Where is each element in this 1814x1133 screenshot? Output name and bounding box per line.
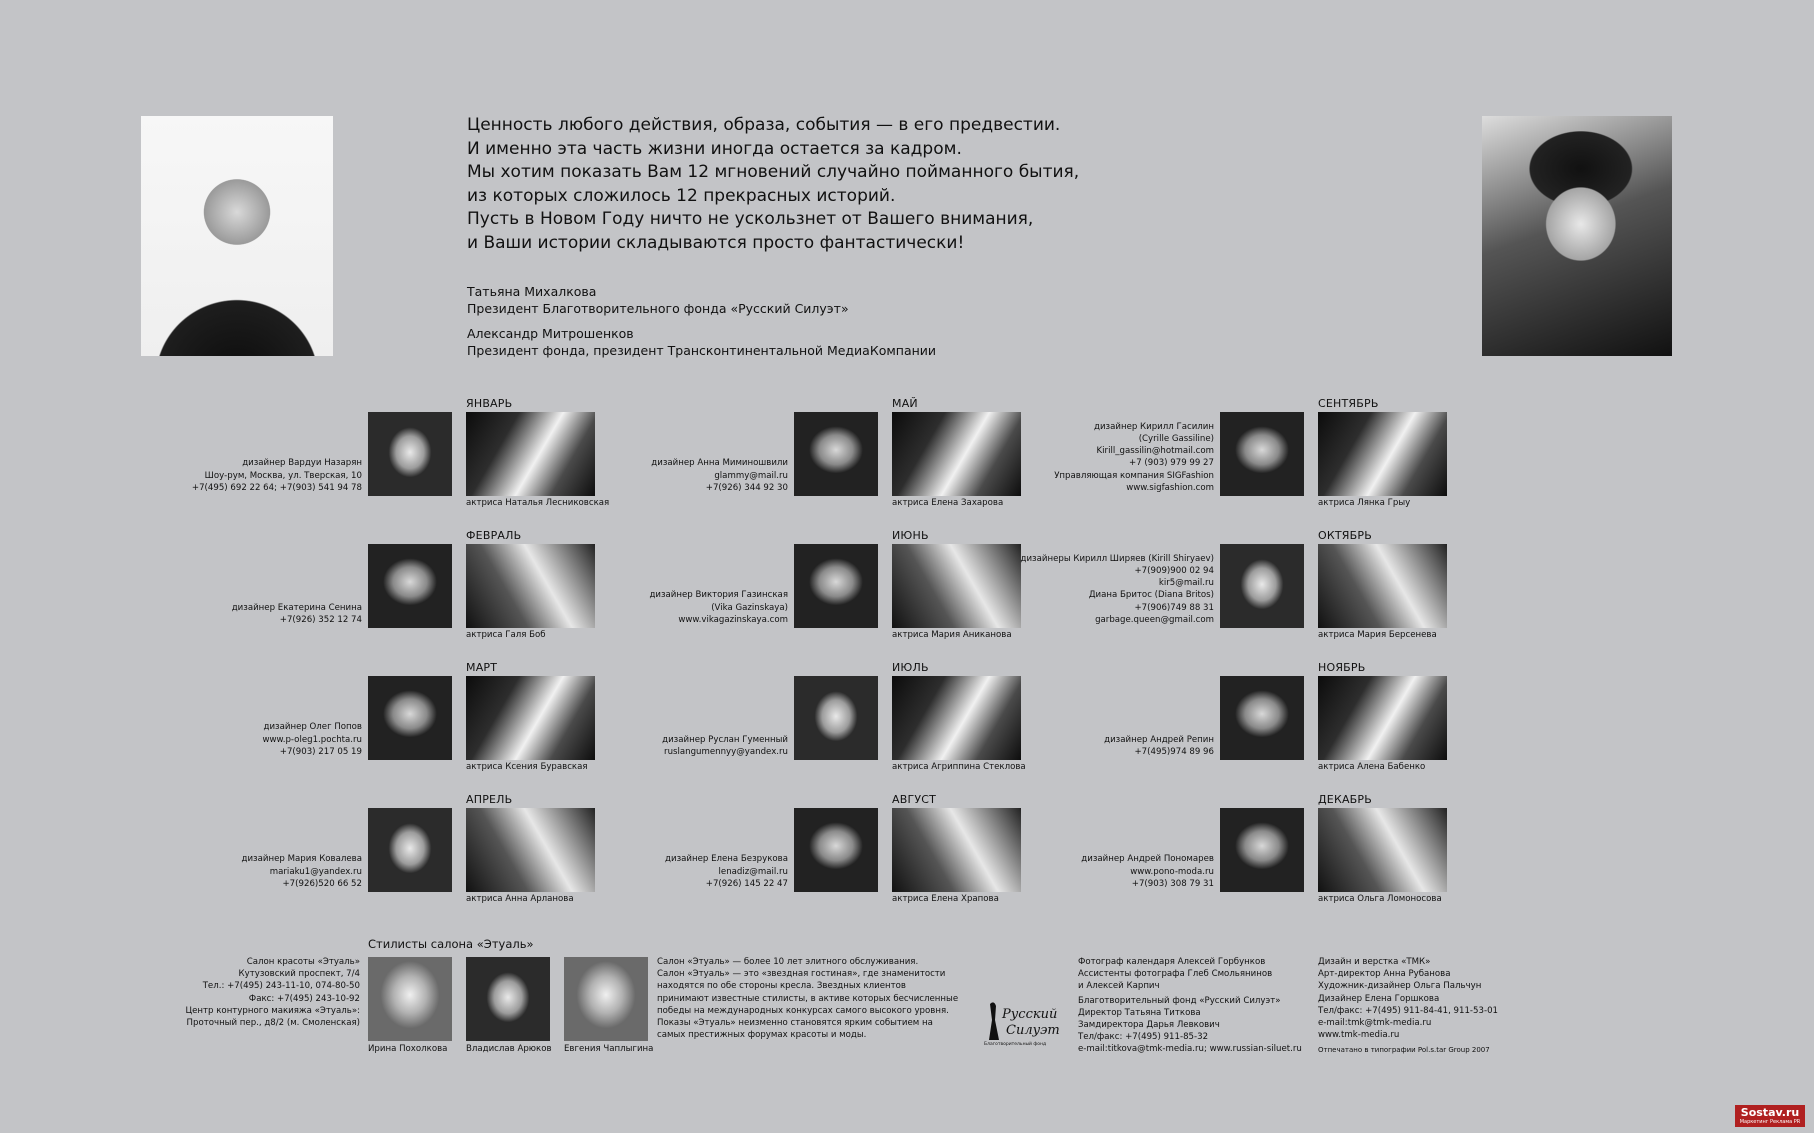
month-label: СЕНТЯБРЬ xyxy=(1318,397,1379,410)
intro-line: и Ваши истории складываются просто фантастически! xyxy=(467,232,965,253)
stylist-photo xyxy=(368,957,452,1041)
month-label: АПРЕЛЬ xyxy=(466,793,513,806)
designer-info-line: +7(926) 352 12 74 xyxy=(279,614,362,625)
designer-info-line: дизайнер Андрей Репин xyxy=(1104,734,1214,745)
intro-text xyxy=(467,114,1079,255)
actress-caption: актриса Елена Захарова xyxy=(892,498,1004,508)
designer-info xyxy=(1021,553,1214,626)
designer-photo xyxy=(794,544,878,628)
signature-title: Президент фонда, президент Трансконтинентальной МедиаКомпании xyxy=(467,343,937,358)
stylist-name: Ирина Похолкова xyxy=(368,1044,448,1054)
designer-info-line: kir5@mail.ru xyxy=(1158,578,1214,589)
month-studio-photo xyxy=(892,676,1021,760)
intro-line: Пусть в Новом Году ничто не ускользнет от Вашего внимания, xyxy=(467,209,1034,229)
month-studio-photo xyxy=(466,676,595,760)
designer-photo xyxy=(368,808,452,892)
month-studio-photo xyxy=(1318,676,1447,760)
month-studio-photo xyxy=(1318,412,1447,496)
designer-info xyxy=(649,589,788,626)
designer-info-line: дизайнер Елена Безрукова xyxy=(665,854,788,865)
designer-photo xyxy=(1220,676,1304,760)
designer-photo xyxy=(368,676,452,760)
russian-silhouette-logo xyxy=(982,998,1062,1048)
designer-info-line: дизайнер Виктория Газинская xyxy=(649,590,788,601)
stylist-photo xyxy=(466,957,550,1041)
svg-text:Силуэт: Силуэт xyxy=(1006,1023,1060,1038)
designer-info xyxy=(242,853,362,890)
month-label: МАРТ xyxy=(466,661,498,674)
designer-info-line: дизайнер Вардуи Назарян xyxy=(242,458,362,469)
month-studio-photo xyxy=(1318,544,1447,628)
designer-info-line: дизайнер Андрей Пономарев xyxy=(1081,854,1214,865)
actress-caption: актриса Мария Аниканова xyxy=(892,630,1012,640)
svg-text:Русский: Русский xyxy=(1002,1007,1058,1022)
designer-info-line: mariaku1@yandex.ru xyxy=(269,866,362,877)
designer-info-line: +7(909)900 02 94 xyxy=(1134,566,1214,576)
month-studio-photo xyxy=(892,412,1021,496)
month-label: ИЮЛЬ xyxy=(892,661,929,674)
month-label: ОКТЯБРЬ xyxy=(1318,529,1372,542)
actress-caption: актриса Лянка Грыу xyxy=(1318,498,1411,508)
designer-photo xyxy=(1220,544,1304,628)
designer-info xyxy=(662,734,788,758)
actress-caption: актриса Наталья Лесниковская xyxy=(466,498,610,508)
designer-photo xyxy=(368,544,452,628)
sostav-watermark: Sostav.ru Маркетинг Реклама PR xyxy=(1735,1105,1805,1127)
designer-info-line: +7(926) 344 92 30 xyxy=(705,482,788,493)
month-label: ФЕВРАЛЬ xyxy=(466,529,522,542)
designer-info-line: Kirill_gassilin@hotmail.com xyxy=(1096,446,1214,457)
month-label: ЯНВАРЬ xyxy=(466,397,513,410)
designer-info-line: дизайнеры Кирилл Ширяев (Kirill Shiryaev) xyxy=(1020,553,1214,564)
signature-2 xyxy=(467,325,936,359)
intro-line: Мы хотим показать Вам 12 мгновений случайно пойманного бытия, xyxy=(467,162,1080,182)
designer-info-line: дизайнер Кирилл Гасилин xyxy=(1094,421,1214,432)
designer-info xyxy=(1054,421,1214,494)
month-studio-photo xyxy=(1318,808,1447,892)
intro-line: Ценность любого действия, образа, события — в его предвестии. xyxy=(467,115,1061,135)
salon-info: Салон красоты «Этуаль» Кутузовский проспект, 7/4 Тел.: +7(495) 243-11-10, 074-80-50 Факс: +7(495) 243-10-92 Центр контурного макияжа «Этуаль»: Проточный пер., д8/2 (м. Смоленская) xyxy=(185,957,360,1029)
designer-info xyxy=(1104,734,1214,758)
actress-caption: актриса Ксения Буравская xyxy=(466,762,588,772)
designer-photo xyxy=(368,412,452,496)
designer-info-line: glammy@mail.ru xyxy=(714,470,788,481)
signature-name: Александр Митрошенков xyxy=(467,326,634,341)
salon-description: Салон «Этуаль» — более 10 лет элитного обслуживания. Салон «Этуаль» — это «звездная гостиная», где знаменитости находятся по обе стороны кресла. Звездных клиентов принимают известные стилисты, в активе которых бесчисленные победы на международных конкурсах самого высокого уровня. Показы «Этуаль» неизменно становятся ярким событием на самых престижных форумах красоты и моды. xyxy=(657,957,959,1041)
portrait-alexander xyxy=(1482,116,1672,356)
designer-info-line: дизайнер Руслан Гуменный xyxy=(662,734,788,745)
actress-caption: актриса Елена Храпова xyxy=(892,894,999,904)
designer-info xyxy=(1081,853,1214,890)
designer-info-line: +7(926)520 66 52 xyxy=(282,878,362,889)
stylist-name: Владислав Арюков xyxy=(466,1044,552,1054)
designer-info-line: дизайнер Олег Попов xyxy=(263,722,362,733)
designer-info-line: +7(903) 217 05 19 xyxy=(279,746,362,757)
month-label: МАЙ xyxy=(892,397,918,410)
designer-photo xyxy=(794,808,878,892)
designer-info xyxy=(232,602,362,626)
designer-info-line: +7(495)974 89 96 xyxy=(1134,746,1214,757)
stylist-name: Евгения Чаплыгина xyxy=(564,1044,654,1054)
actress-caption: актриса Мария Берсенева xyxy=(1318,630,1437,640)
designer-info-line: +7(906)749 88 31 xyxy=(1134,602,1214,613)
actress-caption: актриса Анна Арланова xyxy=(466,894,574,904)
portrait-tatyana xyxy=(141,116,333,356)
signature-1 xyxy=(467,283,849,317)
designer-info-line: www.p-oleg1.pochta.ru xyxy=(262,734,362,745)
designer-info-line: дизайнер Екатерина Сенина xyxy=(231,602,362,613)
actress-caption: актриса Алена Бабенко xyxy=(1318,762,1426,772)
credits-photo: Фотограф календаря Алексей Горбунков Ассистенты фотографа Глеб Смольянинов и Алексей Карпич Благотворительный фонд «Русский Силуэт» Директор Татьяна Титкова Замдиректора Дарья Левкович Тел/факс: +7(495) 911-85-32 e-mail:titkova@tmk-media.ru; www.russian-siluet.ru xyxy=(1078,957,1302,1055)
designer-info-line: ruslangumennyy@yandex.ru xyxy=(664,746,788,757)
designer-info-line: (Cyrille Gassiline) xyxy=(1138,434,1214,444)
stylists-title: Стилисты салона «Этуаль» xyxy=(368,937,534,951)
month-studio-photo xyxy=(466,808,595,892)
designer-info-line: +7(926) 145 22 47 xyxy=(705,878,788,889)
month-studio-photo xyxy=(892,808,1021,892)
designer-info-line: www.vikagazinskaya.com xyxy=(678,614,788,625)
designer-info-line: www.pono-moda.ru xyxy=(1130,866,1214,877)
month-label: ДЕКАБРЬ xyxy=(1318,793,1373,806)
designer-info-line: Диана Бритос (Diana Britos) xyxy=(1088,590,1214,601)
month-studio-photo xyxy=(892,544,1021,628)
designer-info-line: Управляющая компания SIGFashion xyxy=(1054,470,1214,481)
designer-info-line: +7(903) 308 79 31 xyxy=(1131,878,1214,889)
svg-text:Благотворительный фонд: Благотворительный фонд xyxy=(984,1042,1047,1047)
month-label: АВГУСТ xyxy=(892,793,937,806)
actress-caption: актриса Ольга Ломоносова xyxy=(1318,894,1442,904)
designer-photo xyxy=(794,676,878,760)
month-label: ИЮНЬ xyxy=(892,529,929,542)
designer-info xyxy=(192,457,362,494)
designer-info-line: garbage.queen@gmail.com xyxy=(1095,614,1214,625)
designer-photo xyxy=(794,412,878,496)
designer-info-line: www.sigfashion.com xyxy=(1126,482,1214,493)
intro-line: И именно эта часть жизни иногда остается за кадром. xyxy=(467,138,962,159)
credits-design: Дизайн и верстка «ТМК» Арт-директор Анна Рубанова Художник-дизайнер Ольга Пальчун Дизайнер Елена Горшкова Тел/факс: +7(495) 911-84-41, 911-53-01 e-mail:tmk@tmk-media.ru www.tmk-media.ru Отпечатано в типографии Pol.s.tar Group 2007 xyxy=(1318,957,1499,1055)
signature-name: Татьяна Михалкова xyxy=(467,284,597,299)
designer-info xyxy=(262,721,362,758)
designer-info xyxy=(665,853,788,890)
designer-info-line: дизайнер Мария Ковалева xyxy=(241,854,362,865)
designer-info-line: lenadiz@mail.ru xyxy=(718,866,788,877)
designer-info-line: +7(495) 692 22 64; +7(903) 541 94 78 xyxy=(191,482,362,493)
intro-line: из которых сложилось 12 прекрасных историй. xyxy=(467,185,896,206)
designer-info-line: +7 (903) 979 99 27 xyxy=(1129,458,1214,469)
month-studio-photo xyxy=(466,412,595,496)
actress-caption: актриса Галя Боб xyxy=(466,630,546,640)
month-label: НОЯБРЬ xyxy=(1318,661,1366,674)
designer-info-line: Шоу-рум, Москва, ул. Тверская, 10 xyxy=(204,470,362,481)
stylist-photo xyxy=(564,957,648,1041)
signature-title: Президент Благотворительного фонда «Русский Силуэт» xyxy=(467,301,849,316)
month-studio-photo xyxy=(466,544,595,628)
designer-info-line: (Vika Gazinskaya) xyxy=(711,602,788,613)
designer-info-line: дизайнер Анна Миминошвили xyxy=(651,458,788,469)
designer-photo xyxy=(1220,412,1304,496)
designer-photo xyxy=(1220,808,1304,892)
actress-caption: актриса Агриппина Стеклова xyxy=(892,762,1026,772)
designer-info xyxy=(651,457,788,494)
